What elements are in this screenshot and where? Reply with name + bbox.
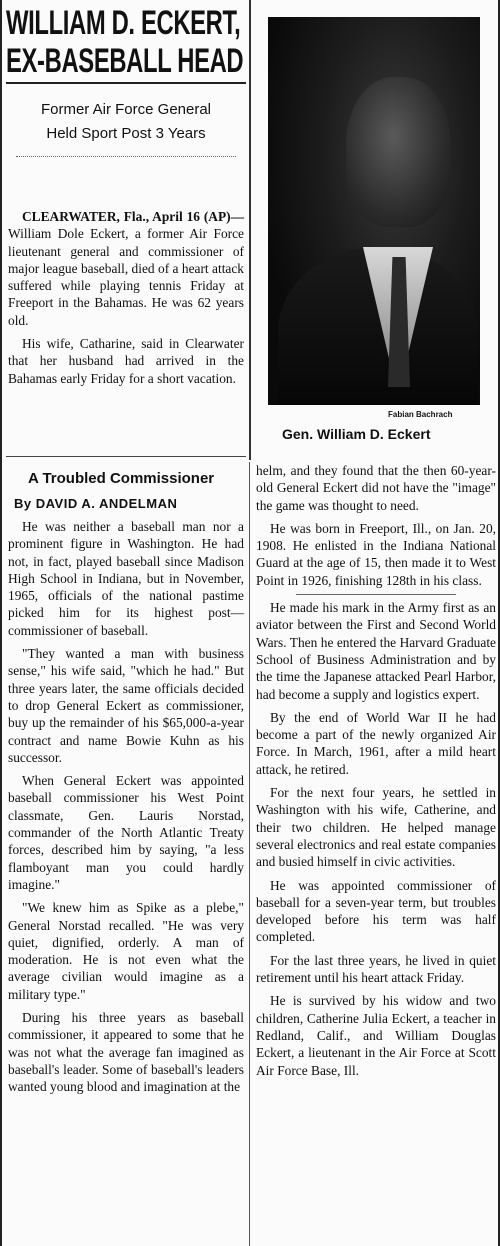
left-paragraph: "We knew him as Spike as a plebe," General Norstad recalled. "He was very quiet, dignified, orderly. A man of moderation. He is not even what the average civilian would imagine as a military type." <box>8 900 244 1002</box>
photo-face <box>346 77 451 227</box>
subhead-line-2: Held Sport Post 3 Years <box>46 125 206 142</box>
lead-text-1: William Dole Eckert, a former Air Force lieutenant general and commissioner of major league baseball, died of a heart attack suffered while playing tennis Friday at Freeport in the Bahamas. He was 62 years old. <box>8 226 244 328</box>
column-divider-lower <box>249 462 250 1246</box>
paragraph-rule <box>296 594 456 595</box>
left-paragraph: During his three years as baseball commissioner, it appeared to some that he was not what the average fan imagined as baseball's leader. Some of baseball's leaders wanted young blood and imagination at the <box>8 1010 244 1095</box>
left-paragraph: He was neither a baseball man nor a prominent figure in Washington. He had not, in fact, played baseball since Madison High School in Indiana, but in November, 1965, officials of the national pastime picked him for its highest post—commissioner of baseball. <box>8 519 244 638</box>
right-paragraph: For the next four years, he settled in Washington with his wife, Catherine, and their two children. He helped manage several electronics and real estate companies and busied himself in civic activities. <box>256 785 496 870</box>
headline-block <box>6 4 246 157</box>
lead-paragraph-1 <box>8 208 244 329</box>
section-heading: A Troubled Commissioner <box>28 470 215 487</box>
dotted-divider <box>16 156 236 157</box>
portrait-photo <box>268 17 480 405</box>
subhead-line-1: Former Air Force General <box>40 101 212 118</box>
right-paragraph: He was born in Freeport, Ill., on Jan. 20, 1908. He enlisted in the Indiana National Guard at the age of 15, then made it to West Point in 1926, finishing 128th in his class. <box>256 520 496 588</box>
section-divider <box>6 456 246 457</box>
right-paragraph: He made his mark in the Army first as an aviator between the First and Second World Wars. Then he entered the Harvard Graduate School of Business Administration and by the time the Japanese attacked Pearl Harbor, had become a supply and logistics expert. <box>256 600 496 702</box>
photo-caption: Gen. William D. Eckert <box>282 426 431 442</box>
left-paragraph: "They wanted a man with business sense," his wife said, "which he had." But three years later, the same officials decided to drop General Eckert as commissioner, buy up the remainder of his $65,000-a-year contract and name Bowie Kuhn as his successor. <box>8 646 244 765</box>
left-paragraph: When General Eckert was appointed baseball commissioner his West Point classmate, Gen. Lauris Norstad, commander of the North Atlantic Treaty forces, described him by saying, "a less flamboyant man you could hardly imagine." <box>8 773 244 892</box>
left-body <box>8 518 244 1096</box>
byline: By DAVID A. ANDELMAN <box>14 496 178 511</box>
headline-rule <box>6 82 246 84</box>
photo-credit: Fabian Bachrach <box>388 410 453 419</box>
headline-line-1: WILLIAM D. ECKERT, <box>6 4 241 42</box>
right-paragraph: By the end of World War II he had become a part of the newly organized Air Force. In March, 1961, after a mild heart attack, he retired. <box>256 709 496 777</box>
headline-line-2: EX-BASEBALL HEAD <box>6 42 244 80</box>
lead-article <box>8 208 244 387</box>
lead-paragraph-2: His wife, Catharine, said in Clearwater that her husband had arrived in the Bahamas early Friday for a short vacation. <box>8 336 244 386</box>
subheadline <box>6 98 246 146</box>
right-paragraph: For the last three years, he lived in quiet retirement until his heart attack Friday. <box>256 952 496 986</box>
right-paragraph: He is survived by his widow and two children, Catherine Julia Eckert, a teacher in Redland, Calif., and William Douglas Eckert, a lieutenant in the Air Force at Scott Air Force Base, Ill. <box>256 993 496 1078</box>
dateline: CLEARWATER, Fla., April 16 (AP)— <box>22 209 244 224</box>
right-paragraph: He was appointed commissioner of baseball for a seven-year term, but troubles developed before his term was half completed. <box>256 877 496 945</box>
right-body <box>256 462 496 1079</box>
column-divider <box>249 0 251 460</box>
right-paragraph: helm, and they found that the then 60-year-old General Eckert did not have the "image" the game was thought to need. <box>256 463 496 513</box>
